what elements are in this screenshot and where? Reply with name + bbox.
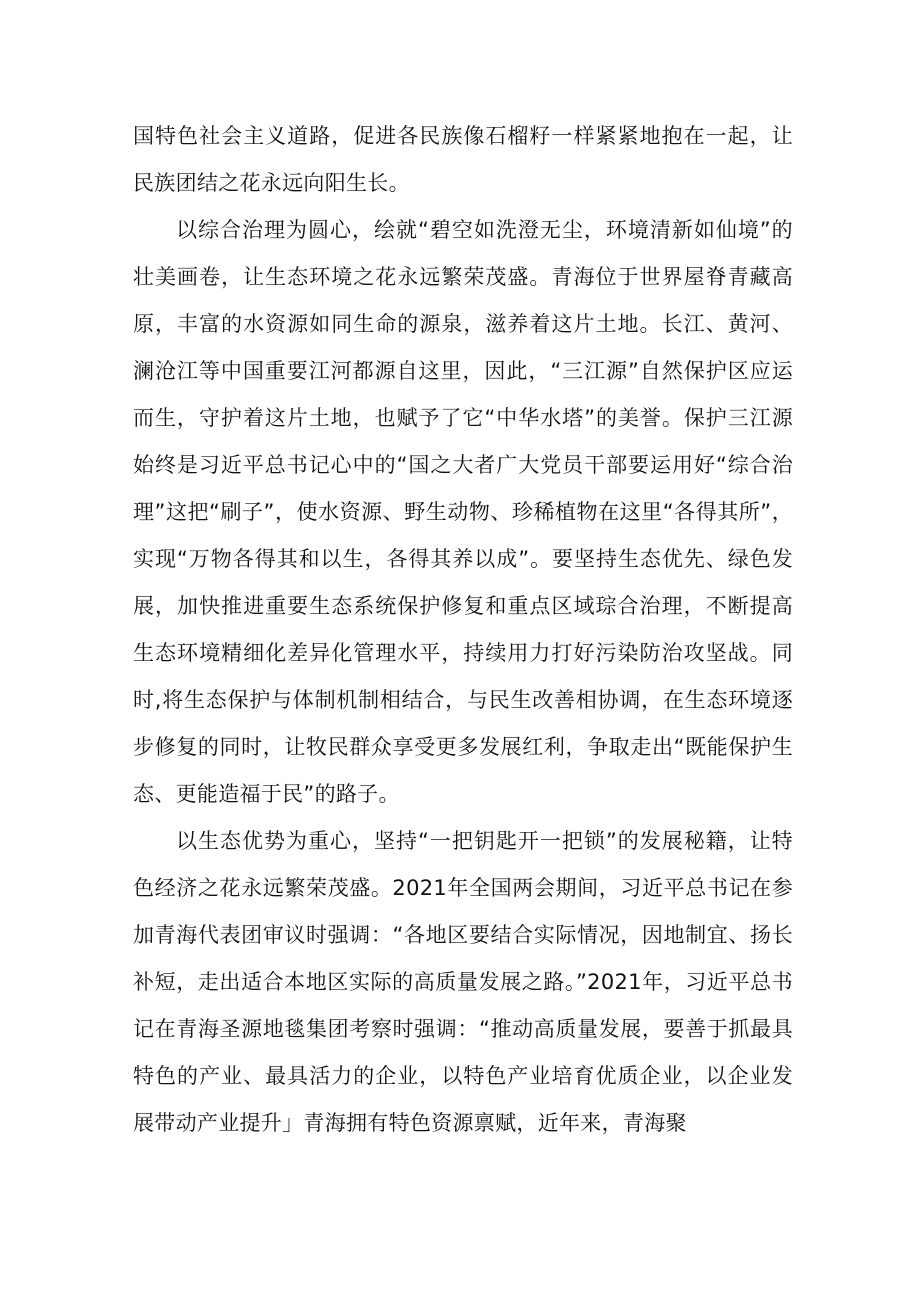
paragraph-continuation: 国特色社会主义道路，促进各民族像石榴籽一样紧紧地抱在一起，让民族团结之花永远向阳生长。 [133, 124, 793, 195]
paragraph-economy: 以生态优势为重心，坚持“一把钥匙开一把锁”的发展秘籍，让特色经济之花永远繁荣茂盛。2021年全国两会期间，习近平总书记在参加青海代表团审议时强调：“各地区要结合实际情况，因地制宜、扬长补短，走出适合本地区实际的高质量发展之路。”2021年，习近平总书记在青海圣源地毯集团考察时强调：“推动高质量发展，要善于抓最具特色的产业、最具活力的企业，以特色产业培育优质企业，以企业发展带动产业提升」青海拥有特色资源禀赋，近年来，青海聚 [133, 829, 793, 1135]
paragraph-ecology: 以综合治理为圆心，绘就“碧空如洗澄无尘，环境清新如仙境”的壮美画卷，让生态环境之花永远繁荣茂盛。青海位于世界屋脊青藏高原，丰富的水资源如同生命的源泉，滋养着这片土地。长江、黄河、澜沧江等中国重要江河都源自这里，因此，“三江源”自然保护区应运而生，守护着这片土地，也赋予了它“中华水塔”的美誉。保护三江源始终是习近平总书记心中的“国之大者广大党员干部要运用好“综合治理”这把“刷子”，使水资源、野生动物、珍稀植物在这里“各得其所”，实现“万物各得其和以生，各得其养以成”。要坚持生态优先、绿色发展，加快推进重要生态系统保护修复和重点区域琮合治理，不断提高生态环境精细化差异化管理水平，持续用力打好污染防治攻坚战。同时,将生态保护与体制机制相结合，与民生改善相协调，在生态环境逐步修复的同时，让牧民群众享受更多发展红利，争取走出“既能保护生态、更能造福于民”的路子。 [133, 218, 793, 806]
document-body [133, 113, 793, 1147]
